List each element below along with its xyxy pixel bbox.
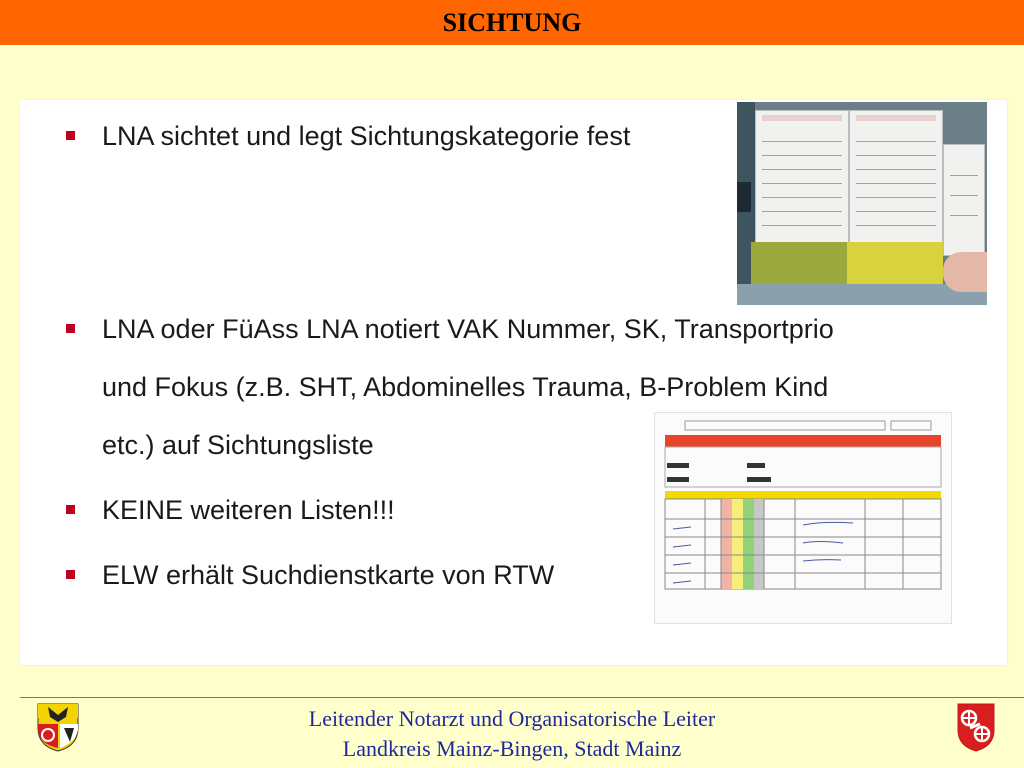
bullet-text-1: LNA sichtet und legt Sichtungskategorie fest: [102, 121, 631, 151]
footer-divider: [20, 697, 1024, 698]
bullet-marker: [66, 505, 75, 514]
triage-list-sketch: [655, 413, 951, 623]
content-panel: [20, 100, 1007, 665]
bullet-text-2: LNA oder FüAss LNA notiert VAK Nummer, SK, Transportprio: [102, 314, 834, 344]
bullet-marker: [66, 324, 75, 333]
bullet-marker: [66, 131, 75, 140]
title-bar: [0, 0, 1024, 45]
green-category-strip: [751, 242, 849, 284]
footer: [200, 704, 824, 764]
triage-tag-1: [755, 110, 849, 252]
triage-list-photo: [654, 412, 952, 624]
yellow-category-strip: [847, 242, 943, 284]
slide-title: SICHTUNG: [442, 7, 582, 37]
bullet-marker: [66, 570, 75, 579]
footer-line-2: Landkreis Mainz-Bingen, Stadt Mainz: [342, 736, 682, 761]
bullet-text-2-cont: und Fokus (z.B. SHT, Abdominelles Trauma, B-Problem Kind: [102, 372, 829, 402]
footer-line-1: Leitender Notarzt und Organisatorische Leiter: [308, 706, 716, 731]
triage-tag-3: [943, 144, 985, 256]
bullet-text-4: ELW erhält Suchdienstkarte von RTW: [102, 560, 555, 590]
mainz-bingen-crest-icon: [36, 702, 80, 752]
triage-tags-photo: [737, 102, 987, 305]
triage-tag-2: [849, 110, 943, 252]
mainz-city-crest-icon: [956, 702, 996, 752]
bullet-text-2-cont: etc.) auf Sichtungsliste: [102, 430, 374, 460]
bullet-text-3: KEINE weiteren Listen!!!: [102, 495, 395, 525]
